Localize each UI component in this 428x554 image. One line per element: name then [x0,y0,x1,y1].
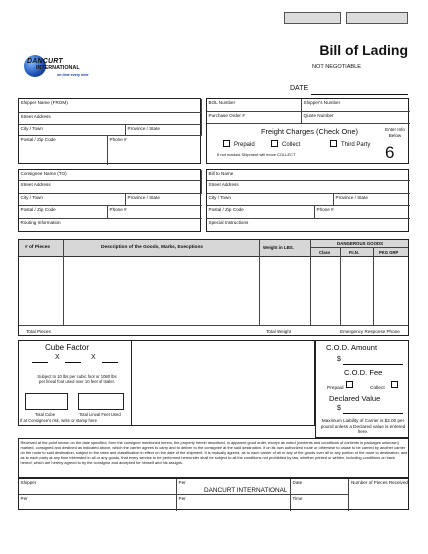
billto-phone-label: Phone # [316,206,334,212]
signature-section [18,478,409,510]
declared-dollar-sign: $ [337,405,341,412]
consignee-phone-label: Phone # [109,206,127,212]
billto-street-label: Street Address [208,181,239,187]
pieces-received-field[interactable] [349,479,410,511]
special-instructions-field[interactable] [207,219,410,233]
billto-city-field[interactable] [207,194,334,206]
total-cube-input[interactable] [25,393,68,410]
col-header-pkg: PKG GRP [379,250,399,255]
col-header-pin: P.I.N. [349,250,359,255]
shipper-per-field[interactable] [19,495,177,511]
freight-third-party-label: Third Party [341,142,371,148]
cod-prepaid-label: Prepaid [327,386,344,391]
billto-name-label: Bill to Name [208,170,234,176]
date-field[interactable] [291,479,349,495]
time-field[interactable] [291,495,349,511]
declared-value-title: Declared Value [329,394,381,403]
shipper-phone-label: Phone # [109,136,127,142]
shipper-city-field[interactable] [19,125,126,136]
consignee-postal-label: Postal / Zip Code [20,206,56,212]
shippers-number-field[interactable] [302,99,410,112]
goods-table [18,239,409,336]
emergency-phone-label: Emergency Response Phone [340,329,400,334]
bol-number-label: BOL Number [208,99,236,105]
cube-note: Subject to 10 lbs per cubic foot or 1080 lbs per lineal foot used over 10 feet of trailer. [37,374,117,385]
cube-factor-title: Cube Factor [45,343,90,352]
cod-amount-title: C.O.D. Amount [326,343,378,352]
cod-collect-label: Collect [370,386,385,391]
routing-info-label: Routing Information [20,219,61,225]
shipper-street-label: Street Address [20,113,51,119]
date-label: DATE [290,85,309,92]
cod-dollar-sign: $ [337,356,341,363]
quote-number-field[interactable] [302,112,410,124]
freight-collect-label: Collect [282,142,301,148]
date-field-label: Date [292,479,303,485]
shipper-postal-field[interactable] [19,136,108,165]
pieces-received-label: Number of Pieces Received [351,479,408,485]
freight-charges-title: Freight Charges (Check One) [261,127,358,136]
cube-x-2: X [91,354,96,361]
billto-name-field[interactable] [207,170,410,181]
billto-postal-field[interactable] [207,206,315,219]
quote-number-label: Quote Number [303,112,334,118]
total-lineal-input[interactable] [78,393,124,410]
freight-collect-checkbox[interactable] [271,140,278,147]
billto-province-label: Province / State [335,194,368,200]
carrier-per-field-2[interactable] [177,495,291,511]
enter-info-label: Enter Info Below [385,127,405,138]
cube-factor-section [18,340,132,426]
totals-divider [19,325,408,326]
routing-info-field[interactable] [19,219,202,233]
total-weight-label: Total Weight [266,329,292,334]
shipper-city-label: City / Town [20,125,43,131]
freight-prepaid-label: Prepaid [234,142,255,148]
carrier-name: DANCURT INTERNATIONAL [204,487,288,494]
carrier-per-label: Per [178,479,186,485]
logo-line2: INTERNATIONAL [36,65,80,71]
purchase-order-field[interactable] [207,112,302,124]
cod-amount-input[interactable] [343,364,403,365]
consignee-section [18,169,201,232]
consignee-street-label: Street Address [20,181,51,187]
special-instructions-label: Special Instructions [208,219,249,225]
billto-phone-field[interactable] [315,206,410,219]
consignee-street-field[interactable] [19,181,202,194]
cube-height-input[interactable] [102,362,118,363]
terms-text: Received at the point shown on the date specified, from the consignor mentioned herein, the property herein described, in apparent good order, except as noted (contents and conditions of contents in packages unknown) marked, consigned and destined as indicated above, which the carrier agrees to carry and to deliver to the consignee at the said destination, if on its own authorized route or otherwise to cause to be carried by another carrier on the route to said destination, subject to the rates and classification in effect on the date of the shipment. It is mutually agreed, as to each carrier of all or any of the goods over all or any portion of the route to destination, and as to each party at any time interested in all or any goods, that every service to be performed hereunder shall be subject to all the conditions not prohibited by law, whether printed or written, including conditions on back hereof, which are hereby agreed to by the consignor and accepted for himself and his assigns. [20,440,408,465]
bol-section [206,98,409,164]
total-pieces-label: Total Pieces [26,329,51,334]
shipper-section [18,98,201,164]
consignee-phone-field[interactable] [108,206,202,219]
freight-number: 6 [385,143,395,162]
consignee-risk-area[interactable] [132,340,315,426]
billto-province-field[interactable] [334,194,410,206]
shipper-province-label: Province / State [127,125,160,131]
shipper-street-field[interactable] [19,113,202,125]
billto-section [206,169,409,232]
not-negotiable: NOT NEGOTIABLE [312,64,362,70]
goods-description-area[interactable] [19,257,408,325]
total-cube-label: Total Cube [35,412,56,417]
logo-tagline: on time every time [57,73,89,77]
col-header-description: Description of the Goods, Marks, Execptions [101,245,204,250]
shipper-name-field[interactable] [19,99,202,113]
consignee-province-field[interactable] [126,194,202,206]
billto-city-label: City / Town [208,194,231,200]
cod-fee-title: C.O.D. Fee [344,368,383,377]
dangerous-divider [310,247,408,248]
logo-name: DANCURT [27,58,63,65]
cube-x-1: X [55,354,60,361]
consignee-name-field[interactable] [19,170,202,181]
terms-section [18,438,409,478]
col-header-pieces: # of Pieces [25,245,51,250]
consignee-risk-label: If at Consignee's risk, write or stamp here [20,418,97,423]
carrier-per-label-2: Per [178,495,186,501]
col-header-weight: Weight in LBS. [263,245,294,250]
shipper-signature-field[interactable] [19,479,177,495]
page-title: Bill of Lading [319,42,408,58]
shipper-province-field[interactable] [126,125,202,136]
consignee-city-label: City / Town [20,194,43,200]
consignee-postal-field[interactable] [19,206,108,219]
cod-section [315,340,409,438]
shippers-number-label: Shipper's Number [303,99,341,105]
liability-note: Maximum Liability of Carrier is $2.00 per pound unless a Declared value is entered here. [320,418,406,435]
freight-note: If not marked Shipment will move COLLECT [217,152,296,157]
freight-prepaid-checkbox[interactable] [223,140,230,147]
form-field-top-right[interactable] [346,12,408,24]
shipper-per-label: Per [20,495,28,501]
consignee-name-label: Consignee Name (TO) [20,170,67,176]
freight-third-party-checkbox[interactable] [330,140,337,147]
time-label: Time [292,495,303,501]
bol-number-field[interactable] [207,99,302,112]
purchase-order-label: Purchase Order # [208,112,245,118]
shipper-phone-field[interactable] [108,136,202,165]
cube-width-input[interactable] [65,362,81,363]
date-input-line[interactable] [311,94,408,95]
consignee-province-label: Province / State [127,194,160,200]
col-header-dangerous: DANGEROUS GOODS [337,241,384,246]
company-logo [24,55,104,81]
cube-length-input[interactable] [32,362,48,363]
shipper-signature-label: Shipper [20,479,37,485]
form-field-top-left[interactable] [284,12,341,24]
cod-prepaid-checkbox[interactable] [346,381,353,388]
shipper-postal-label: Postal / Zip Code [20,136,56,142]
consignee-city-field[interactable] [19,194,126,206]
total-lineal-label: Total Lineal Feet Used [79,412,121,417]
shipper-name-label: Shipper Name (FROM) [20,99,68,105]
col-header-class: Class [319,250,331,255]
billto-postal-label: Postal / Zip Code [208,206,244,212]
declared-value-input[interactable] [343,413,403,414]
billto-street-field[interactable] [207,181,410,194]
cod-collect-checkbox[interactable] [391,381,398,388]
